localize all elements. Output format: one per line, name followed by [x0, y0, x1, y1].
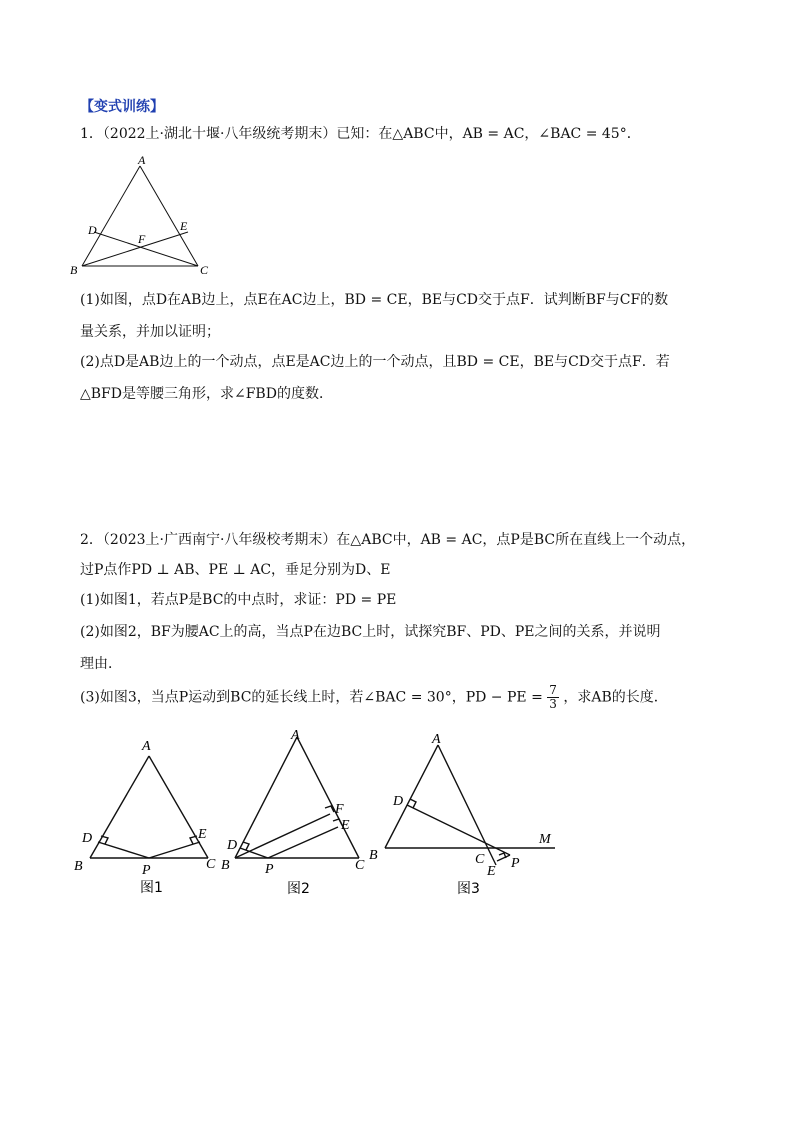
fraction-numerator: 7 [549, 683, 557, 697]
fig1-label-B: B [74, 859, 83, 874]
fig2-label-C: C [355, 858, 365, 873]
fig3-label-E: E [487, 864, 496, 879]
fig-label-E: E [180, 219, 188, 233]
fig2-label-D: D [227, 838, 238, 853]
problem-2-stem-line1: 2．（2023上·广西南宁·八年级校考期末）在△ABC中，AB = AC，点P是BC所在直线上一个动点， [80, 532, 696, 548]
fig2-label-P: P [265, 862, 274, 877]
section-heading: 【变式训练】 [80, 99, 164, 115]
fig2-label-B: B [221, 858, 230, 873]
problem-2-q3 [80, 684, 668, 711]
fig1-label-E: E [198, 827, 207, 842]
fig3-label-D: D [393, 794, 404, 809]
fig-label-A: A [138, 153, 146, 167]
fig1-label-P: P [142, 863, 151, 878]
problem-1-q1-line2: 量关系，并加以证明； [80, 324, 220, 340]
fig3-label-A: A [432, 732, 441, 747]
problem-2-q2-line1: (2)如图2，BF为腰AC上的高，当点P在边BC上时，试探究BF、PD、PE之间的关系，并说明 [80, 624, 661, 640]
fig3-label-P: P [511, 856, 520, 871]
fig-label-D: D [88, 223, 97, 237]
problem-2-q2-line2: 理由． [80, 656, 122, 672]
problem-1-q2-line2: △BFD是等腰三角形，求∠FBD的度数． [80, 386, 333, 402]
figure-2 [215, 725, 375, 905]
problem-1-q2-line1: (2)点D是AB边上的一个动点，点E是AC边上的一个动点，且BD = CE，BE与CD交于点F．若 [80, 354, 670, 370]
fig1-caption: 图1 [140, 880, 163, 896]
fig-label-B: B [70, 263, 78, 277]
problem-2-stem-line2: 过P点作PD ⊥ AB、PE ⊥ AC，垂足分别为D、E [80, 562, 391, 578]
problem-1-figure [66, 150, 226, 280]
problem-1-stem: 1．（2022上·湖北十堰·八年级统考期末）已知：在△ABC中，AB = AC，∠BAC = 45°． [80, 126, 641, 142]
fig3-label-M: M [539, 832, 551, 847]
problem-2-q3-part2: ，求AB的长度． [563, 689, 668, 706]
fig2-label-E: E [341, 818, 350, 833]
fig-label-F: F [138, 232, 146, 246]
fig3-label-C: C [475, 852, 485, 867]
fig1-label-A: A [142, 739, 151, 754]
problem-2-q3-part1: (3)如图3，当点P运动到BC的延长线上时，若∠BAC = 30°，PD − PE = [80, 689, 543, 706]
figure-1 [70, 730, 230, 905]
fig2-label-F: F [335, 802, 344, 817]
fig1-label-D: D [82, 831, 93, 846]
fig3-caption: 图3 [457, 881, 480, 897]
fig2-caption: 图2 [287, 881, 310, 897]
figure-3 [365, 725, 565, 905]
problem-2-q1: (1)如图1，若点P是BC的中点时，求证：PD = PE [80, 592, 397, 608]
fig2-label-A: A [291, 728, 300, 743]
fig1-label-C: C [206, 857, 216, 872]
fraction-seven-thirds [547, 684, 559, 711]
fraction-denominator: 3 [549, 697, 557, 711]
problem-1-q1-line1: (1)如图，点D在AB边上，点E在AC边上，BD = CE，BE与CD交于点F．试判断BF与CF的数 [80, 292, 669, 308]
fig3-label-B: B [369, 848, 378, 863]
fig-label-C: C [200, 263, 209, 277]
